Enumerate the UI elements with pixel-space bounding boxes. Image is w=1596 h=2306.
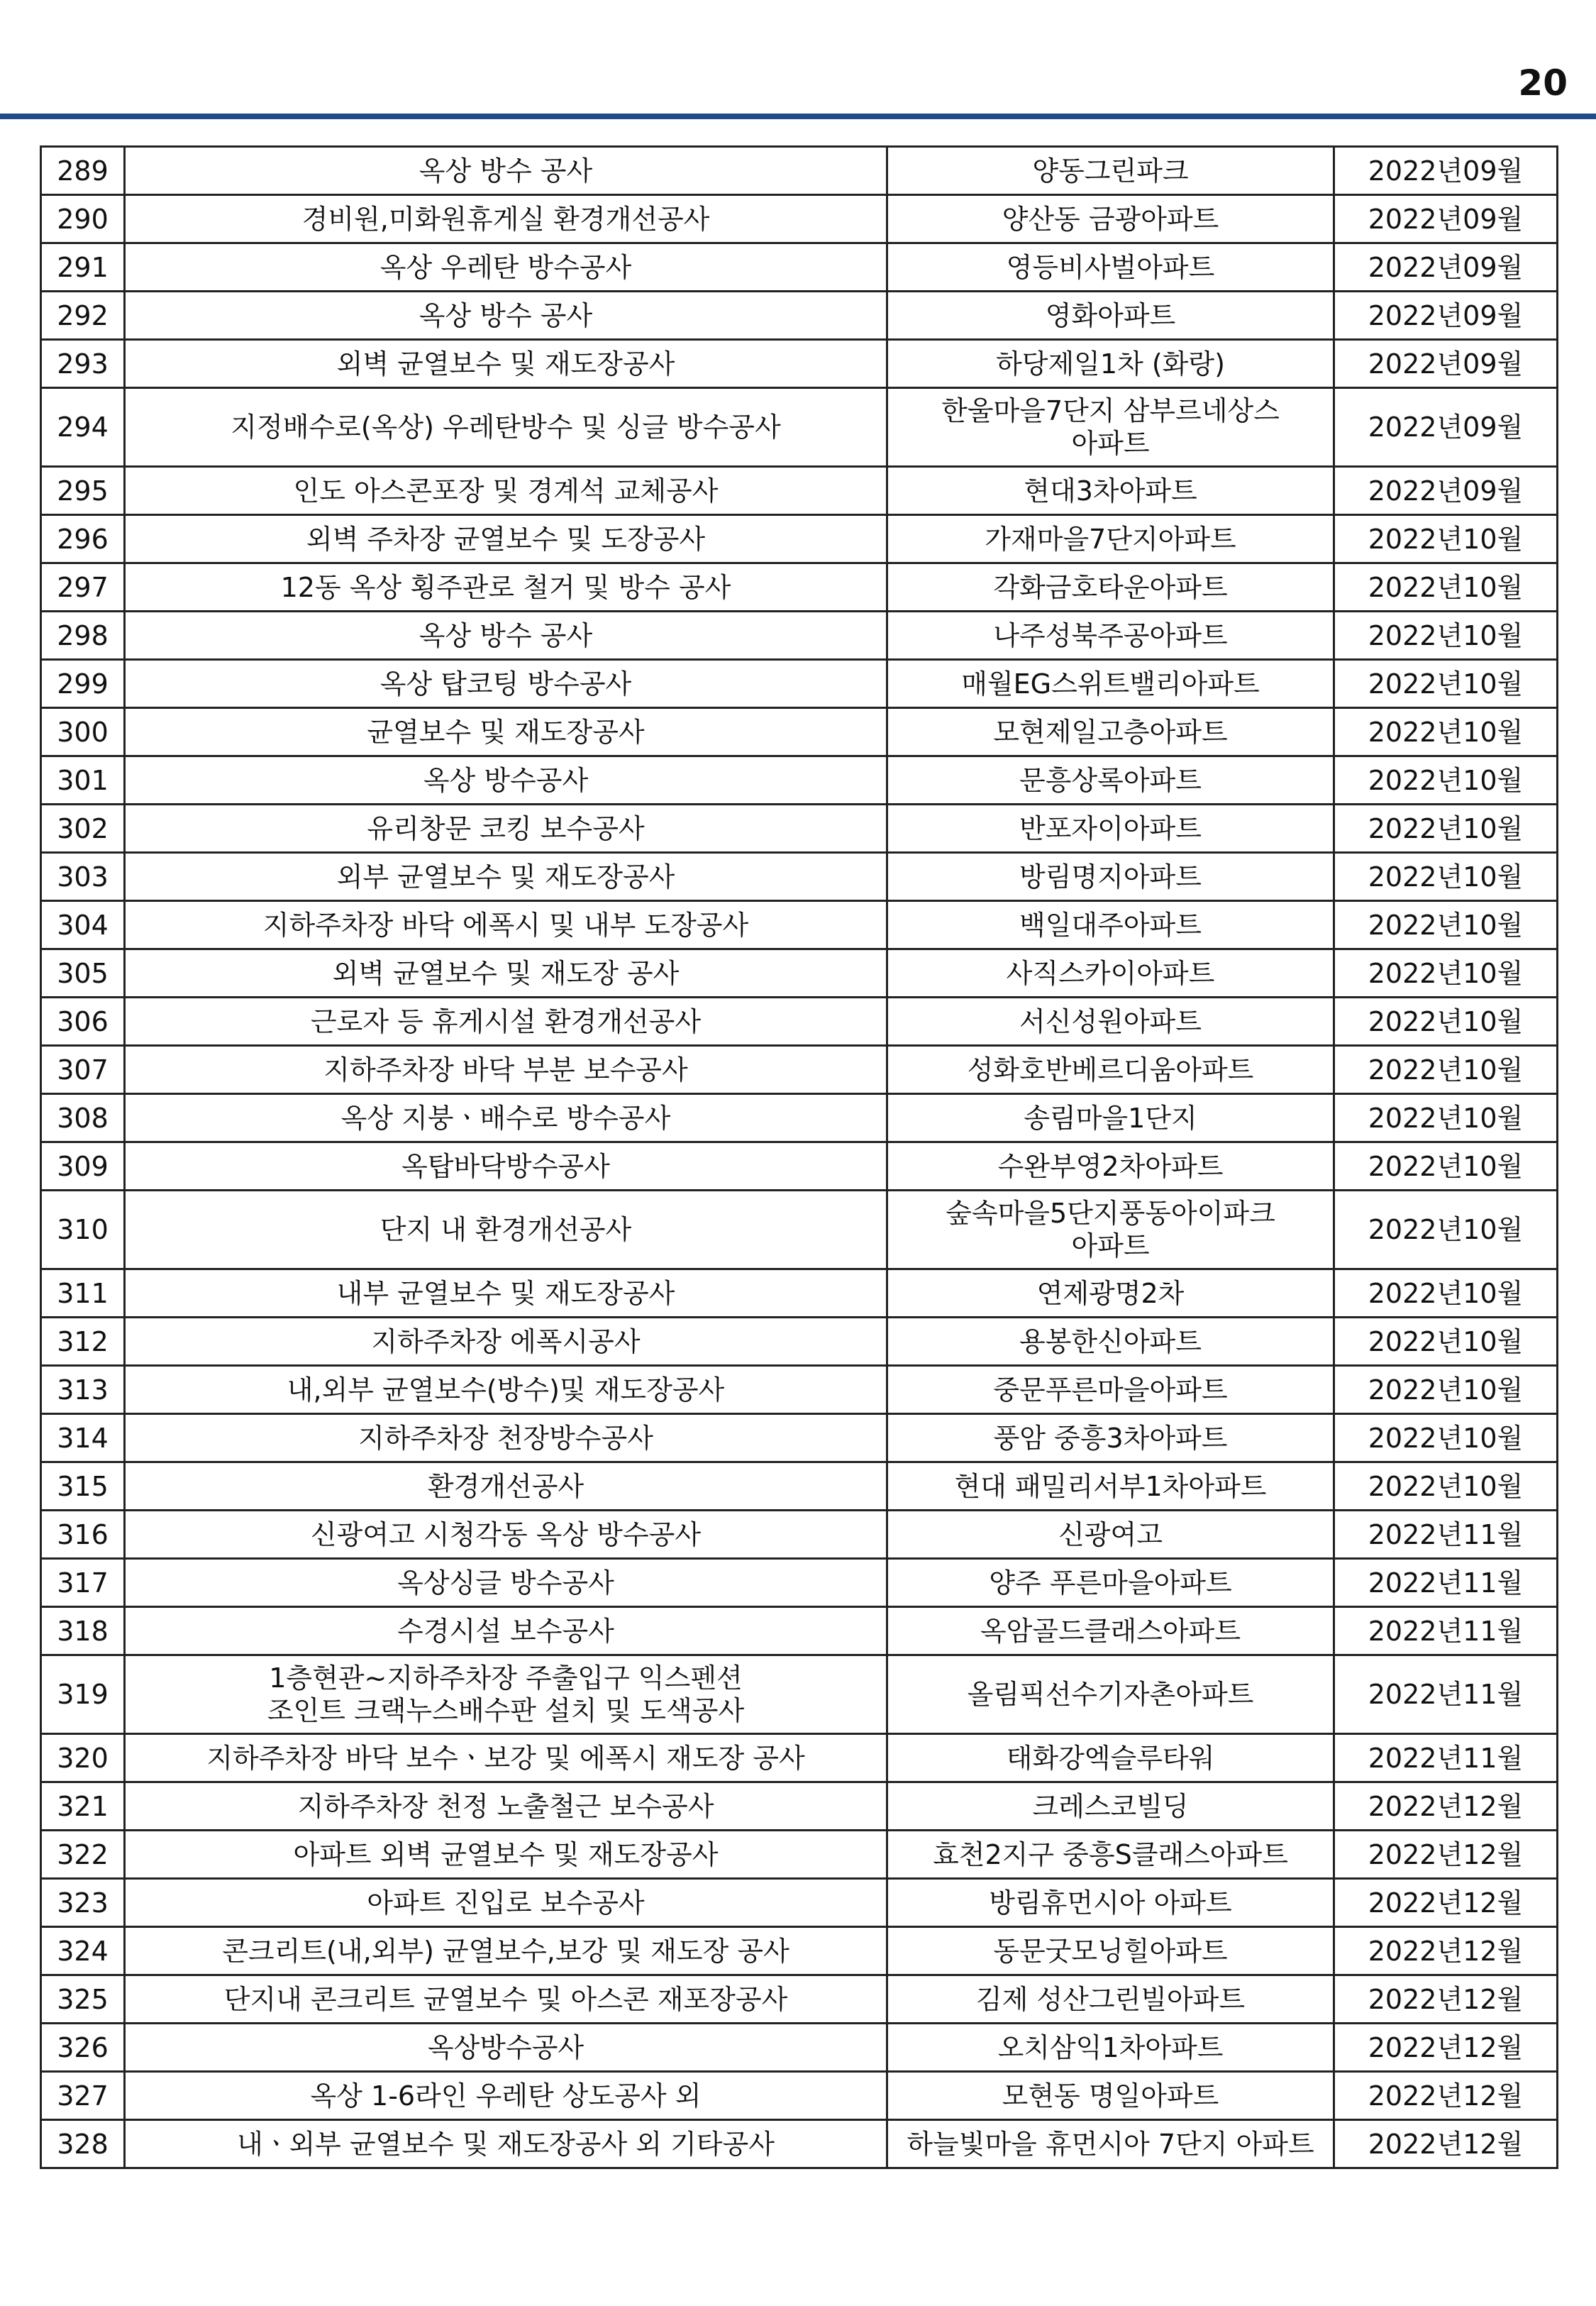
work-name-cell: 1층현관~지하주차장 주출입구 익스펜션 조인트 크랙누스배수판 설치 및 도색공사 (125, 1655, 887, 1734)
work-name-cell: 외벽 주차장 균열보수 및 도장공사 (125, 515, 887, 563)
site-name-cell: 중문푸른마을아파트 (887, 1366, 1334, 1414)
work-name-cell: 옥탑바닥방수공사 (125, 1142, 887, 1191)
table-body (41, 147, 1558, 2168)
work-name-cell: 단지내 콘크리트 균열보수 및 아스콘 재포장공사 (125, 1975, 887, 2024)
site-name-cell: 크레스코빌딩 (887, 1782, 1334, 1831)
row-number-cell: 327 (41, 2072, 125, 2120)
table-row (41, 949, 1558, 998)
row-number-cell: 323 (41, 1879, 125, 1927)
row-number-cell: 294 (41, 388, 125, 467)
table-row (41, 1269, 1558, 1318)
site-name-cell: 모현제일고층아파트 (887, 708, 1334, 756)
construction-record-table (40, 145, 1556, 2169)
work-name-cell: 12동 옥상 횡주관로 철거 및 방수 공사 (125, 563, 887, 612)
work-name-cell: 옥상 방수 공사 (125, 612, 887, 660)
site-name-cell: 영화아파트 (887, 292, 1334, 340)
work-name-cell: 내,외부 균열보수(방수)및 재도장공사 (125, 1366, 887, 1414)
work-name-cell: 옥상 지붕ㆍ배수로 방수공사 (125, 1094, 887, 1142)
work-name-cell: 근로자 등 휴게시설 환경개선공사 (125, 998, 887, 1046)
date-cell: 2022년12월 (1334, 1975, 1558, 2024)
date-cell: 2022년10월 (1334, 660, 1558, 708)
date-cell: 2022년10월 (1334, 1191, 1558, 1269)
site-name-cell: 양동그린파크 (887, 147, 1334, 195)
table-row (41, 195, 1558, 243)
site-name-cell: 동문굿모닝힐아파트 (887, 1927, 1334, 1975)
date-cell: 2022년10월 (1334, 853, 1558, 901)
table-row (41, 708, 1558, 756)
row-number-cell: 289 (41, 147, 125, 195)
date-cell: 2022년12월 (1334, 2120, 1558, 2168)
work-name-cell: 외벽 균열보수 및 재도장 공사 (125, 949, 887, 998)
site-name-cell: 나주성북주공아파트 (887, 612, 1334, 660)
work-name-cell: 옥상 방수 공사 (125, 147, 887, 195)
work-name-cell: 지하주차장 천장방수공사 (125, 1414, 887, 1462)
table-row (41, 243, 1558, 292)
row-number-cell: 305 (41, 949, 125, 998)
date-cell: 2022년10월 (1334, 1462, 1558, 1511)
table-row (41, 2120, 1558, 2168)
table-row (41, 1318, 1558, 1366)
work-name-cell: 외벽 균열보수 및 재도장공사 (125, 340, 887, 388)
work-name-cell: 유리창문 코킹 보수공사 (125, 805, 887, 853)
date-cell: 2022년11월 (1334, 1559, 1558, 1607)
site-name-cell: 방림휴먼시아 아파트 (887, 1879, 1334, 1927)
row-number-cell: 316 (41, 1511, 125, 1559)
date-cell: 2022년11월 (1334, 1655, 1558, 1734)
table-row (41, 147, 1558, 195)
row-number-cell: 328 (41, 2120, 125, 2168)
date-cell: 2022년10월 (1334, 1269, 1558, 1318)
table-row (41, 1046, 1558, 1094)
site-name-cell: 양주 푸른마을아파트 (887, 1559, 1334, 1607)
row-number-cell: 296 (41, 515, 125, 563)
work-name-cell: 신광여고 시청각동 옥상 방수공사 (125, 1511, 887, 1559)
work-name-cell: 옥상 우레탄 방수공사 (125, 243, 887, 292)
date-cell: 2022년10월 (1334, 563, 1558, 612)
row-number-cell: 293 (41, 340, 125, 388)
table-row (41, 1831, 1558, 1879)
site-name-cell: 옥암골드클래스아파트 (887, 1607, 1334, 1655)
table-row (41, 388, 1558, 467)
row-number-cell: 322 (41, 1831, 125, 1879)
table-row (41, 563, 1558, 612)
row-number-cell: 303 (41, 853, 125, 901)
row-number-cell: 308 (41, 1094, 125, 1142)
date-cell: 2022년11월 (1334, 1511, 1558, 1559)
work-name-cell: 인도 아스콘포장 및 경계석 교체공사 (125, 467, 887, 515)
date-cell: 2022년09월 (1334, 388, 1558, 467)
work-name-cell: 옥상 1-6라인 우레탄 상도공사 외 (125, 2072, 887, 2120)
row-number-cell: 291 (41, 243, 125, 292)
work-name-cell: 수경시설 보수공사 (125, 1607, 887, 1655)
row-number-cell: 297 (41, 563, 125, 612)
row-number-cell: 324 (41, 1927, 125, 1975)
table-row (41, 1094, 1558, 1142)
site-name-cell: 현대3차아파트 (887, 467, 1334, 515)
table-row (41, 1511, 1558, 1559)
header-rule (0, 114, 1596, 119)
table-row (41, 515, 1558, 563)
work-name-cell: 경비원,미화원휴게실 환경개선공사 (125, 195, 887, 243)
row-number-cell: 317 (41, 1559, 125, 1607)
date-cell: 2022년10월 (1334, 805, 1558, 853)
date-cell: 2022년09월 (1334, 340, 1558, 388)
table-row (41, 1879, 1558, 1927)
site-name-cell: 가재마을7단지아파트 (887, 515, 1334, 563)
table-row (41, 292, 1558, 340)
work-name-cell: 옥상 방수 공사 (125, 292, 887, 340)
site-name-cell: 영등비사벌아파트 (887, 243, 1334, 292)
date-cell: 2022년10월 (1334, 1046, 1558, 1094)
site-name-cell: 사직스카이아파트 (887, 949, 1334, 998)
work-name-cell: 내ㆍ외부 균열보수 및 재도장공사 외 기타공사 (125, 2120, 887, 2168)
row-number-cell: 314 (41, 1414, 125, 1462)
site-name-cell: 방림명지아파트 (887, 853, 1334, 901)
work-name-cell: 지하주차장 바닥 에폭시 및 내부 도장공사 (125, 901, 887, 949)
table-row (41, 1462, 1558, 1511)
site-name-cell: 백일대주아파트 (887, 901, 1334, 949)
site-name-cell: 한울마을7단지 삼부르네상스 아파트 (887, 388, 1334, 467)
site-name-cell: 신광여고 (887, 1511, 1334, 1559)
site-name-cell: 현대 패밀리서부1차아파트 (887, 1462, 1334, 1511)
row-number-cell: 313 (41, 1366, 125, 1414)
site-name-cell: 오치삼익1차아파트 (887, 2024, 1334, 2072)
table-row (41, 1142, 1558, 1191)
work-name-cell: 내부 균열보수 및 재도장공사 (125, 1269, 887, 1318)
table-row (41, 1927, 1558, 1975)
date-cell: 2022년11월 (1334, 1607, 1558, 1655)
date-cell: 2022년10월 (1334, 756, 1558, 805)
work-name-cell: 옥상 방수공사 (125, 756, 887, 805)
date-cell: 2022년12월 (1334, 1831, 1558, 1879)
site-name-cell: 하늘빛마을 휴먼시아 7단지 아파트 (887, 2120, 1334, 2168)
row-number-cell: 320 (41, 1734, 125, 1782)
table-row (41, 1975, 1558, 2024)
site-name-cell: 모현동 명일아파트 (887, 2072, 1334, 2120)
date-cell: 2022년10월 (1334, 949, 1558, 998)
work-name-cell: 아파트 외벽 균열보수 및 재도장공사 (125, 1831, 887, 1879)
row-number-cell: 319 (41, 1655, 125, 1734)
row-number-cell: 306 (41, 998, 125, 1046)
date-cell: 2022년10월 (1334, 515, 1558, 563)
row-number-cell: 312 (41, 1318, 125, 1366)
work-name-cell: 지하주차장 천정 노출철근 보수공사 (125, 1782, 887, 1831)
table-row (41, 853, 1558, 901)
row-number-cell: 300 (41, 708, 125, 756)
site-name-cell: 태화강엑슬루타워 (887, 1734, 1334, 1782)
work-name-cell: 단지 내 환경개선공사 (125, 1191, 887, 1269)
row-number-cell: 295 (41, 467, 125, 515)
table-row (41, 2024, 1558, 2072)
date-cell: 2022년09월 (1334, 243, 1558, 292)
table-row (41, 1655, 1558, 1734)
page-number: 20 (1518, 62, 1568, 104)
date-cell: 2022년10월 (1334, 1366, 1558, 1414)
date-cell: 2022년12월 (1334, 1782, 1558, 1831)
site-name-cell: 숲속마을5단지풍동아이파크 아파트 (887, 1191, 1334, 1269)
table-row (41, 1782, 1558, 1831)
row-number-cell: 325 (41, 1975, 125, 2024)
row-number-cell: 298 (41, 612, 125, 660)
work-name-cell: 지하주차장 에폭시공사 (125, 1318, 887, 1366)
site-name-cell: 효천2지구 중흥S클래스아파트 (887, 1831, 1334, 1879)
work-name-cell: 균열보수 및 재도장공사 (125, 708, 887, 756)
date-cell: 2022년10월 (1334, 901, 1558, 949)
date-cell: 2022년09월 (1334, 195, 1558, 243)
table-row (41, 1366, 1558, 1414)
table-row (41, 660, 1558, 708)
row-number-cell: 318 (41, 1607, 125, 1655)
site-name-cell: 각화금호타운아파트 (887, 563, 1334, 612)
site-name-cell: 서신성원아파트 (887, 998, 1334, 1046)
site-name-cell: 반포자이아파트 (887, 805, 1334, 853)
date-cell: 2022년10월 (1334, 708, 1558, 756)
table-row (41, 340, 1558, 388)
row-number-cell: 310 (41, 1191, 125, 1269)
date-cell: 2022년10월 (1334, 1318, 1558, 1366)
row-number-cell: 309 (41, 1142, 125, 1191)
table-row (41, 805, 1558, 853)
site-name-cell: 양산동 금광아파트 (887, 195, 1334, 243)
date-cell: 2022년10월 (1334, 1094, 1558, 1142)
work-name-cell: 옥상 탑코팅 방수공사 (125, 660, 887, 708)
date-cell: 2022년12월 (1334, 1879, 1558, 1927)
row-number-cell: 292 (41, 292, 125, 340)
date-cell: 2022년11월 (1334, 1734, 1558, 1782)
table-row (41, 1734, 1558, 1782)
date-cell: 2022년10월 (1334, 1142, 1558, 1191)
date-cell: 2022년12월 (1334, 2024, 1558, 2072)
work-name-cell: 외부 균열보수 및 재도장공사 (125, 853, 887, 901)
site-name-cell: 풍암 중흥3차아파트 (887, 1414, 1334, 1462)
table-row (41, 901, 1558, 949)
date-cell: 2022년09월 (1334, 147, 1558, 195)
table-row (41, 756, 1558, 805)
row-number-cell: 315 (41, 1462, 125, 1511)
row-number-cell: 311 (41, 1269, 125, 1318)
row-number-cell: 307 (41, 1046, 125, 1094)
site-name-cell: 문흥상록아파트 (887, 756, 1334, 805)
row-number-cell: 326 (41, 2024, 125, 2072)
table-row (41, 612, 1558, 660)
work-name-cell: 옥상방수공사 (125, 2024, 887, 2072)
table-row (41, 1559, 1558, 1607)
date-cell: 2022년09월 (1334, 292, 1558, 340)
table-row (41, 2072, 1558, 2120)
site-name-cell: 하당제일1차 (화랑) (887, 340, 1334, 388)
row-number-cell: 290 (41, 195, 125, 243)
work-name-cell: 콘크리트(내,외부) 균열보수,보강 및 재도장 공사 (125, 1927, 887, 1975)
row-number-cell: 304 (41, 901, 125, 949)
row-number-cell: 302 (41, 805, 125, 853)
site-name-cell: 송림마을1단지 (887, 1094, 1334, 1142)
row-number-cell: 321 (41, 1782, 125, 1831)
work-name-cell: 옥상싱글 방수공사 (125, 1559, 887, 1607)
site-name-cell: 연제광명2차 (887, 1269, 1334, 1318)
date-cell: 2022년09월 (1334, 467, 1558, 515)
site-name-cell: 용봉한신아파트 (887, 1318, 1334, 1366)
work-name-cell: 환경개선공사 (125, 1462, 887, 1511)
table-row (41, 1191, 1558, 1269)
row-number-cell: 301 (41, 756, 125, 805)
date-cell: 2022년10월 (1334, 998, 1558, 1046)
work-name-cell: 지하주차장 바닥 부분 보수공사 (125, 1046, 887, 1094)
date-cell: 2022년12월 (1334, 1927, 1558, 1975)
site-name-cell: 수완부영2차아파트 (887, 1142, 1334, 1191)
site-name-cell: 매월EG스위트밸리아파트 (887, 660, 1334, 708)
date-cell: 2022년10월 (1334, 612, 1558, 660)
table-row (41, 998, 1558, 1046)
row-number-cell: 299 (41, 660, 125, 708)
work-name-cell: 지하주차장 바닥 보수ㆍ보강 및 에폭시 재도장 공사 (125, 1734, 887, 1782)
date-cell: 2022년12월 (1334, 2072, 1558, 2120)
table-row (41, 1607, 1558, 1655)
date-cell: 2022년10월 (1334, 1414, 1558, 1462)
table-row (41, 1414, 1558, 1462)
work-name-cell: 아파트 진입로 보수공사 (125, 1879, 887, 1927)
work-name-cell: 지정배수로(옥상) 우레탄방수 및 싱글 방수공사 (125, 388, 887, 467)
table-row (41, 467, 1558, 515)
site-name-cell: 김제 성산그린빌아파트 (887, 1975, 1334, 2024)
site-name-cell: 올림픽선수기자촌아파트 (887, 1655, 1334, 1734)
site-name-cell: 성화호반베르디움아파트 (887, 1046, 1334, 1094)
